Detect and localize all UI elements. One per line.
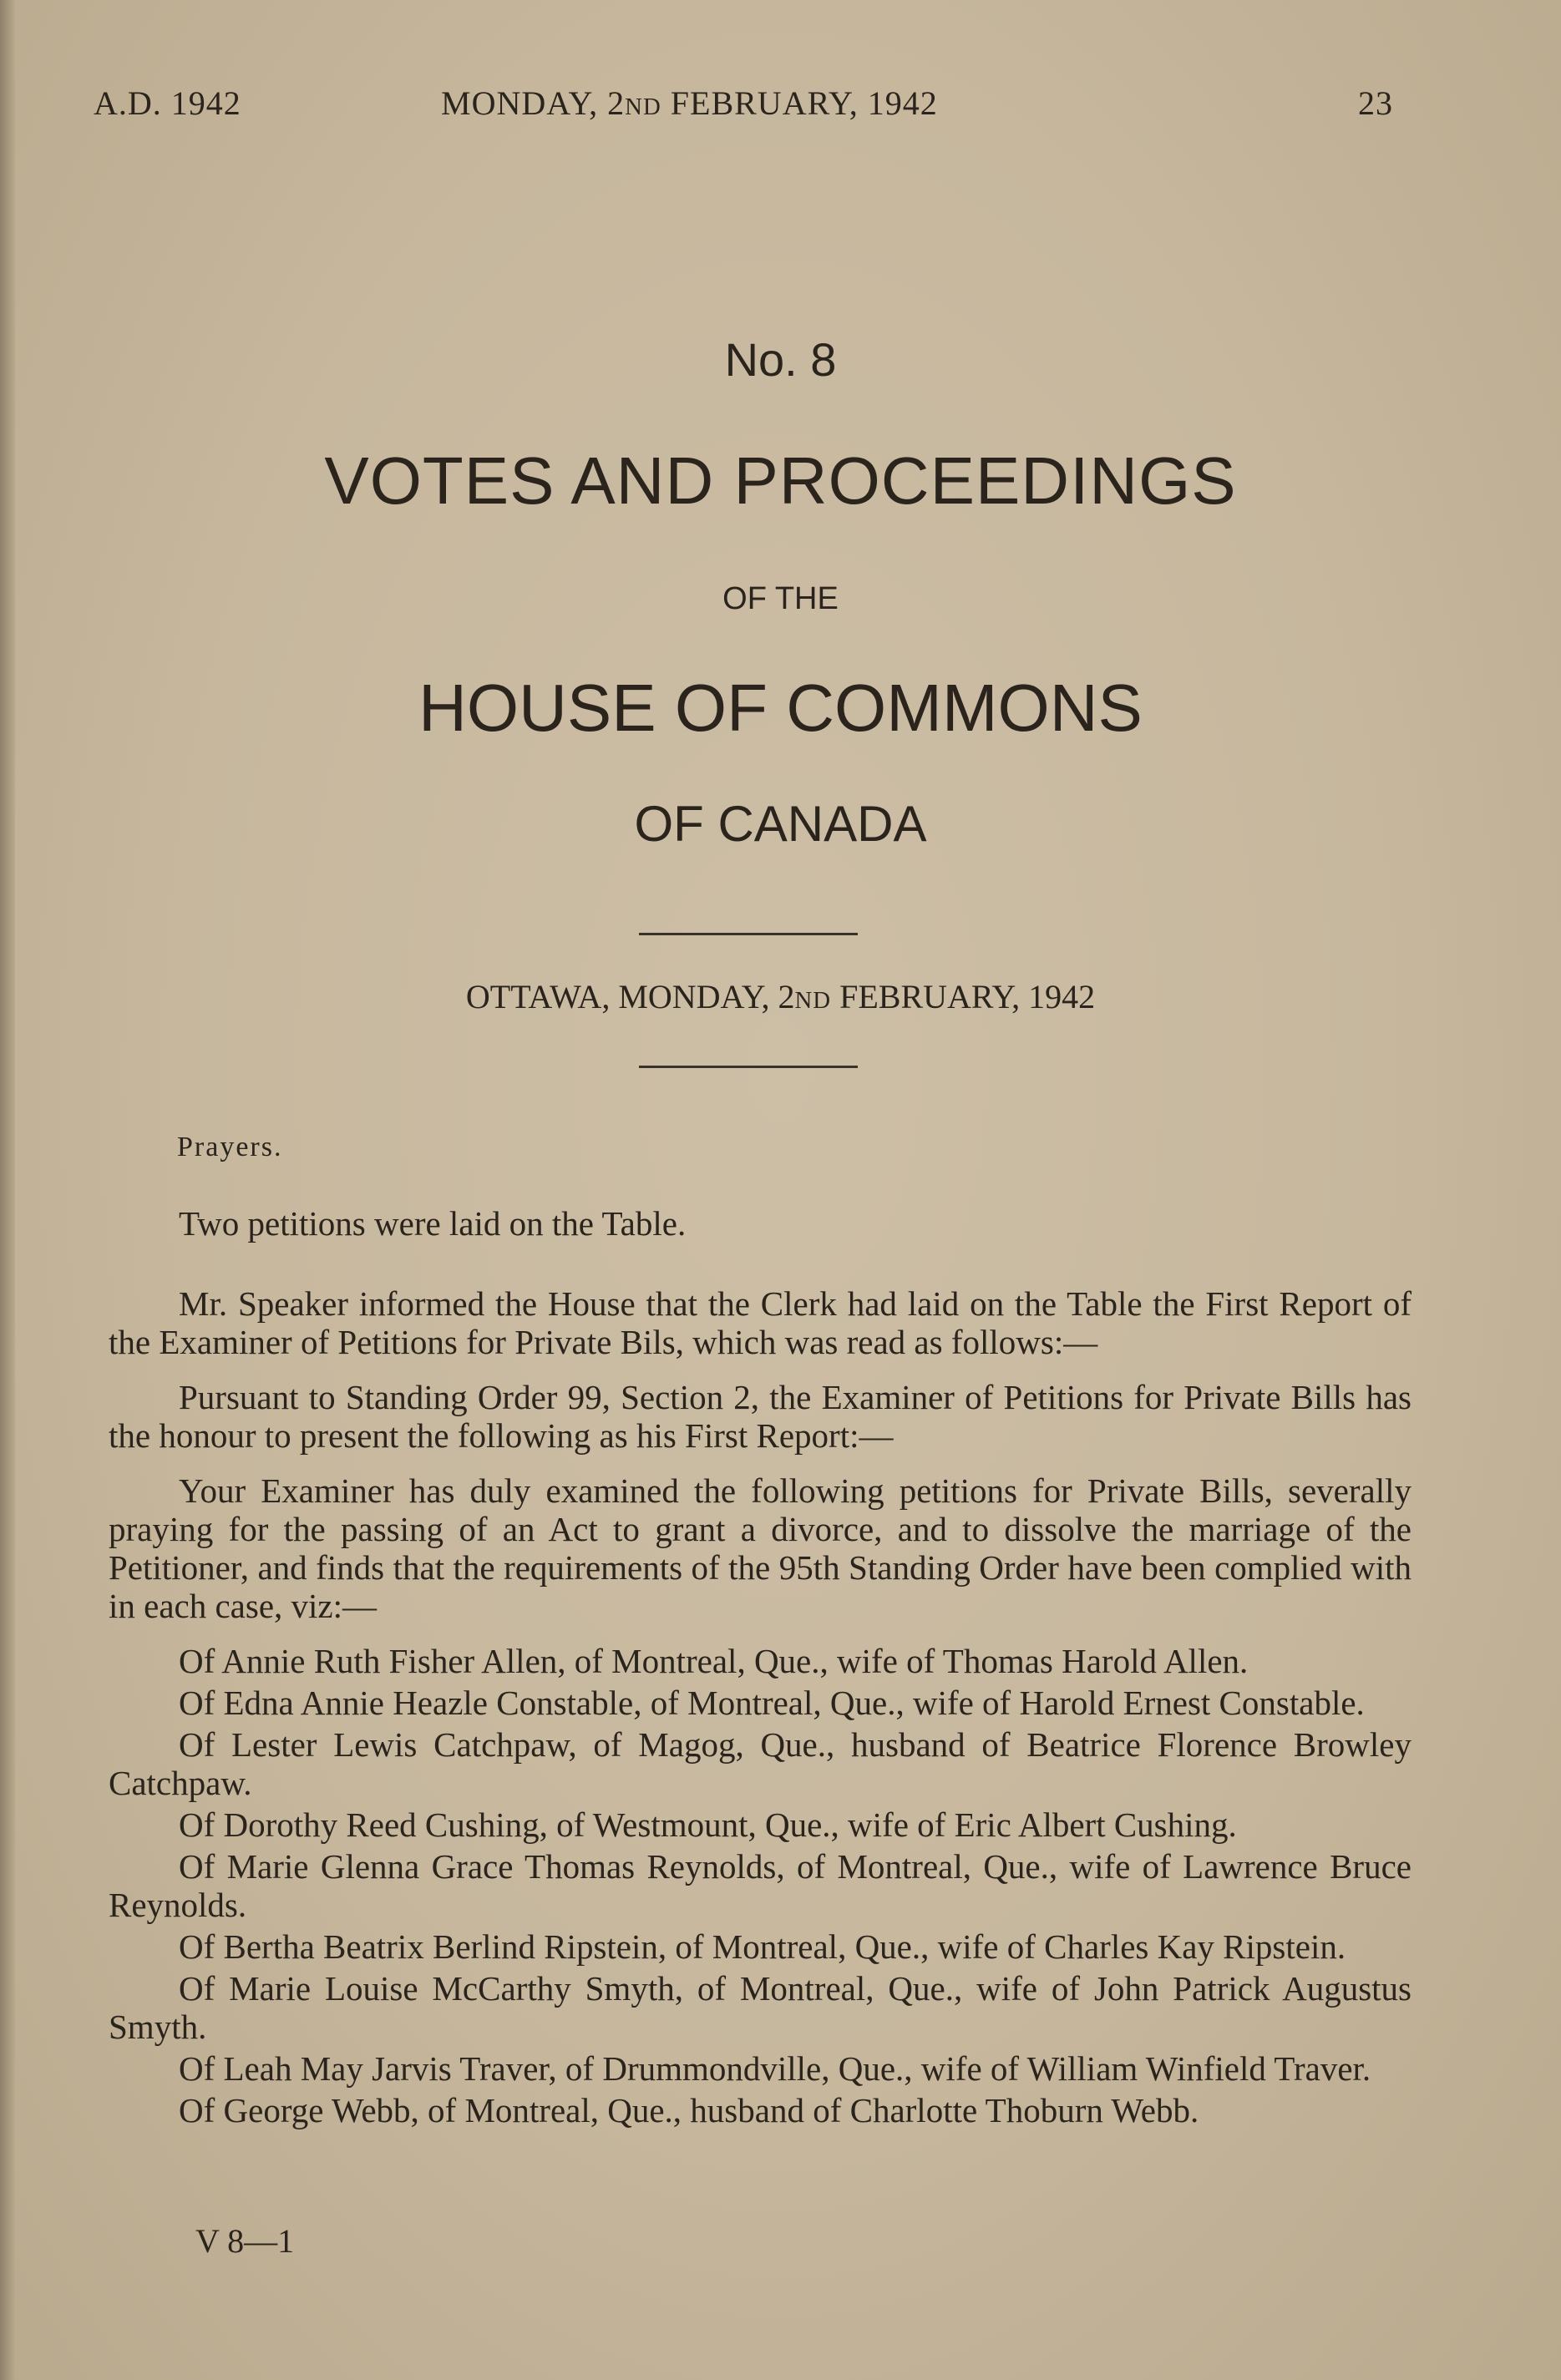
running-head-date-post: FEBRUARY, 1942 <box>661 84 938 122</box>
petitioner-item: Of Leah May Jarvis Traver, of Drummondville, Que., wife of William Winfield Traver. <box>179 2049 1371 2088</box>
country-title: OF CANADA <box>634 796 927 852</box>
petitioner-item: Of Bertha Beatrix Berlind Ripstein, of Montreal, Que., wife of Charles Kay Ripstein. <box>179 1927 1346 1966</box>
petitioner-item: Of Marie Louise McCarthy Smyth, of Montreal, Que., wife of John Patrick Augustus Smyth. <box>109 1969 1411 2046</box>
divider-top <box>639 933 858 935</box>
petitioner-item: Of Dorothy Reed Cushing, of Westmount, Que., wife of Eric Albert Cushing. <box>179 1805 1237 1844</box>
running-head-date-suffix: ND <box>625 94 661 120</box>
title-of-the: OF THE <box>722 581 839 616</box>
running-head-date <box>441 84 938 123</box>
running-head-year: A.D. 1942 <box>94 84 241 122</box>
paragraph-pursuant: Pursuant to Standing Order 99, Section 2, the Examiner of Petitions for Private Bills has the honour to present the following as his First Report:— <box>109 1378 1411 1455</box>
document-title: VOTES AND PROCEEDINGS <box>324 443 1237 518</box>
dateline-post: FEBRUARY, 1942 <box>831 978 1096 1015</box>
petitioner-item: Of George Webb, of Montreal, Que., husband of Charlotte Thoburn Webb. <box>179 2091 1199 2129</box>
page-number: 23 <box>1358 84 1393 122</box>
prayers-heading: Prayers. <box>177 1132 283 1162</box>
house-title: HOUSE OF COMMONS <box>418 671 1143 745</box>
paragraph-petitions: Two petitions were laid on the Table. <box>179 1204 687 1243</box>
petitioner-item: Of Marie Glenna Grace Thomas Reynolds, of Montreal, Que., wife of Lawrence Bruce Reynolds. <box>109 1847 1411 1924</box>
petitioner-item: Of Edna Annie Heazle Constable, of Montreal, Que., wife of Harold Ernest Constable. <box>179 1684 1365 1722</box>
dateline <box>0 977 1561 1016</box>
printer-signature: V 8—1 <box>195 2222 295 2260</box>
petitioner-item: Of Lester Lewis Catchpaw, of Magog, Que., husband of Beatrice Florence Browley Catchpaw. <box>109 1725 1411 1802</box>
dateline-suffix: ND <box>794 987 832 1014</box>
paragraph-speaker: Mr. Speaker informed the House that the Clerk had laid on the Table the First Report of the Examiner of Petitions for Private Bils, which was read as follows:— <box>109 1284 1411 1361</box>
dateline-pre: OTTAWA, MONDAY, 2 <box>465 978 795 1015</box>
divider-bottom <box>639 1066 858 1068</box>
paragraph-examiner: Your Examiner has duly examined the following petitions for Private Bills, severally praying for the passing of an Act to grant a divorce, and to dissolve the marriage of the Petitioner, and finds that the requirements of the 95th Standing Order have been complied with in each case, viz:— <box>109 1471 1411 1625</box>
proceedings-body <box>109 1204 1411 2129</box>
petitioner-item: Of Annie Ruth Fisher Allen, of Montreal, Que., wife of Thomas Harold Allen. <box>179 1642 1249 1680</box>
running-head-date-pre: MONDAY, 2 <box>441 84 626 122</box>
issue-number: No. 8 <box>724 333 837 386</box>
